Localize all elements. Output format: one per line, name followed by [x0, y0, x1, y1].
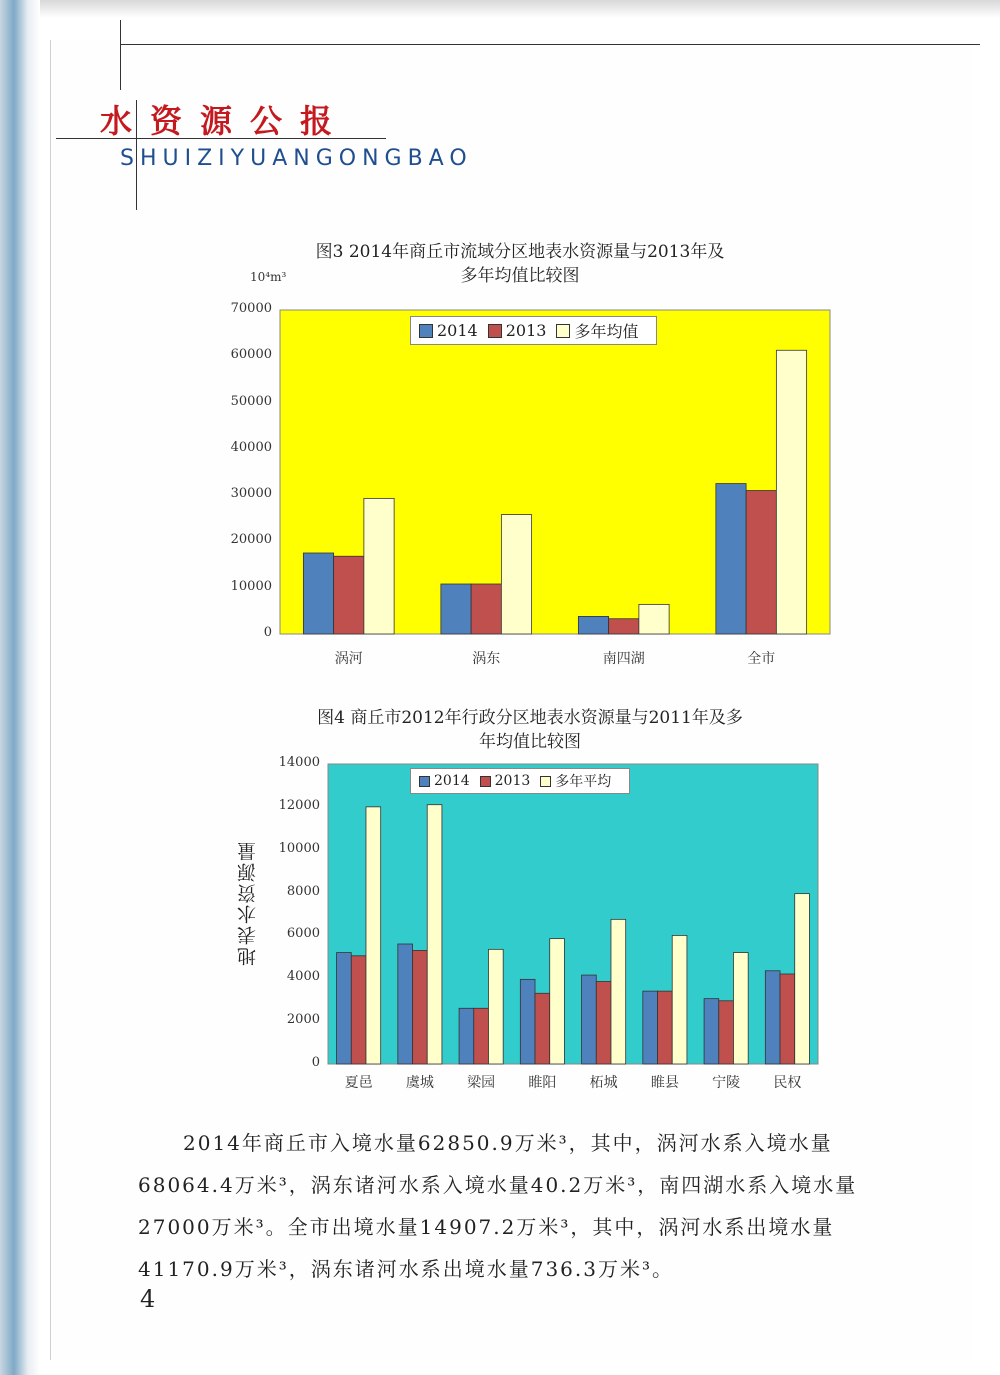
chart2-bar-2013: [535, 993, 550, 1064]
chart2-bar-2013: [658, 991, 673, 1064]
body-paragraph: 2014年商丘市入境水量62850.9万米³，其中，涡河水系入境水量68064.4万米³，涡东诸河水系入境水量40.2万米³，南四湖水系入境水量27000万米³。全市出境水量14907.2万米³，其中，涡河水系出境水量41170.9万米³，涡东诸河水系出境水量736.3万米³。: [138, 1131, 858, 1281]
chart2-y-tick-label: 10000: [278, 840, 320, 856]
chart2-bar-2013: [474, 1008, 489, 1064]
scan-edge-left: [0, 0, 40, 1375]
chart2-y-tick-label: 14000: [278, 755, 320, 770]
chart2-y-tick-label: 6000: [286, 926, 320, 942]
chart1-y-tick-label: 30000: [230, 486, 272, 502]
header-rule-horizontal-1: [120, 44, 980, 45]
chart2-bar-avg: [611, 919, 626, 1064]
chart1-unit-label: 10⁴m³: [250, 270, 287, 284]
chart2-bar-avg: [550, 939, 565, 1064]
brand-title-cn: 水资源公报: [100, 102, 351, 140]
chart2-bar-avg: [733, 953, 748, 1064]
chart1-y-tick-label: 0: [263, 625, 272, 640]
chart1-legend-label-2013: 2013: [505, 321, 547, 340]
chart2-bar-2014: [765, 971, 780, 1064]
chart1-y-tick-label: 20000: [230, 532, 272, 548]
chart1-legend-label-avg: 多年均值: [574, 322, 639, 341]
chart2-legend-label-2014: 2014: [434, 773, 470, 789]
chart2-x-tick-label: 夏邑: [344, 1075, 373, 1091]
chart1-x-tick-label: 涡东: [472, 651, 501, 667]
chart2-y-tick-label: 0: [311, 1055, 320, 1070]
chart1-bar-avg: [501, 515, 531, 634]
scan-edge-top: [0, 0, 1000, 18]
chart1-plot: [280, 310, 830, 634]
header-rule-vertical-1: [120, 20, 121, 90]
chart1-legend-swatch-avg: [556, 324, 570, 338]
chart2-x-tick-label: 虞城: [405, 1075, 434, 1091]
chart1-legend-item-2013: [488, 321, 547, 340]
chart2-bar-2013: [351, 956, 366, 1064]
chart1-y-tick-label: 10000: [230, 578, 272, 594]
chart2-bar-2013: [596, 982, 611, 1065]
chart2-bar-2014: [704, 999, 719, 1064]
chart2-bar-2014: [520, 979, 535, 1064]
chart2-legend-swatch-2013: [480, 776, 491, 787]
chart1-bar-2014: [303, 553, 333, 634]
brand-title-en: SHUIZIYUANGONGBAO: [120, 146, 473, 171]
chart2-legend-item-avg: [540, 771, 611, 791]
chart2-legend: [410, 768, 630, 794]
chart2-bar-2013: [413, 950, 428, 1064]
chart2-x-tick-label: 民权: [773, 1075, 802, 1091]
chart2-title: [250, 706, 810, 754]
chart2-bar-2014: [459, 1008, 474, 1064]
chart1-bar-2014: [578, 616, 608, 634]
chart2-bar-avg: [795, 894, 810, 1064]
chart1-legend-item-2014: [419, 321, 478, 340]
chart2-bar-2013: [780, 974, 795, 1064]
chart1-x-tick-label: 涡河: [334, 651, 363, 667]
chart1-bar-2014: [716, 484, 746, 634]
chart1-bar-2013: [471, 584, 501, 634]
chart1-bar-avg: [639, 604, 669, 634]
chart2-bar-2014: [582, 975, 597, 1064]
chart1-title: [240, 240, 800, 288]
chart2-title-line2: 年均值比较图: [479, 732, 581, 752]
chart1-title-line2: 多年均值比较图: [460, 266, 580, 286]
chart1-x-tick-label: 南四湖: [602, 651, 645, 667]
chart2-x-tick-label: 睢阳: [528, 1075, 557, 1091]
chart2-bar-2014: [398, 944, 413, 1064]
chart2-bar-2013: [719, 1001, 734, 1064]
chart1-bar-avg: [776, 350, 806, 634]
chart1-legend-label-2014: 2014: [437, 321, 478, 340]
chart2-legend-item-2014: [419, 773, 470, 789]
chart1-x-tick-label: 全市: [747, 651, 776, 667]
chart2-y-axis-label: 地表水资源量: [237, 840, 259, 966]
chart2-bar-avg: [672, 935, 687, 1064]
page-number: 4: [140, 1285, 156, 1313]
chart1-y-tick-label: 50000: [230, 393, 272, 409]
chart2-legend-label-avg: 多年平均: [555, 774, 612, 790]
chart2-y-tick-label: 12000: [278, 797, 320, 813]
chart2-bar-2014: [643, 991, 658, 1064]
chart2-legend-swatch-2014: [419, 776, 430, 787]
chart1-bar-avg: [364, 498, 394, 634]
chart2-plot: [328, 764, 818, 1064]
chart1-legend-swatch-2013: [488, 324, 502, 338]
chart1-y-tick-label: 60000: [230, 347, 272, 363]
chart1-bar-2013: [609, 619, 639, 634]
chart2-bar-avg: [366, 807, 381, 1064]
chart2-x-tick-label: 梁园: [467, 1075, 496, 1091]
chart2-bar-avg: [488, 949, 503, 1064]
chart1-legend-item-avg: [556, 319, 638, 342]
chart1-bar-2014: [441, 584, 471, 634]
chart1-bar-2013: [746, 491, 776, 634]
chart2-bar-avg: [427, 805, 442, 1064]
chart1-y-tick-label: 40000: [230, 439, 272, 455]
chart1-title-line1: 图3 2014年商丘市流域分区地表水资源量与2013年及: [315, 242, 725, 262]
chart1-bar-2013: [334, 556, 364, 634]
chart2-bar-2014: [337, 953, 352, 1064]
chart2-y-tick-label: 4000: [286, 969, 320, 985]
chart2-x-tick-label: 睢县: [650, 1075, 679, 1091]
chart2-x-tick-label: 柘城: [589, 1075, 618, 1091]
chart2-legend-item-2013: [480, 773, 531, 789]
chart2-title-line1: 图4 商丘市2012年行政分区地表水资源量与2011年及多: [317, 708, 743, 728]
chart2-y-tick-label: 2000: [286, 1012, 320, 1028]
chart1-legend: [410, 316, 657, 345]
chart2-y-tick-label: 8000: [286, 883, 320, 899]
chart2-legend-label-2013: 2013: [494, 773, 531, 789]
chart2-x-tick-label: 宁陵: [712, 1075, 741, 1091]
chart2-legend-swatch-avg: [540, 776, 551, 787]
chart1-y-tick-label: 70000: [230, 301, 272, 316]
chart1-legend-swatch-2014: [419, 324, 433, 338]
